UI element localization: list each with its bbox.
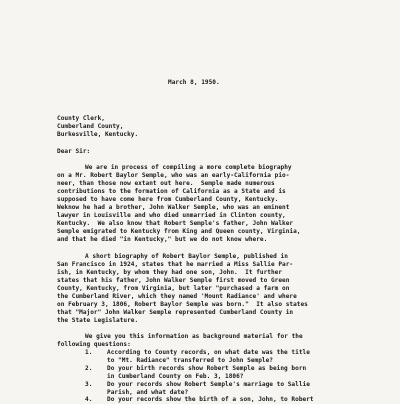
question-number: 3.: [85, 381, 93, 388]
paragraph-2-line: the Cumberland River, which they named 'Mount Radiance' and where: [57, 293, 297, 300]
question-number: 2.: [85, 365, 93, 372]
question-number: 4.: [85, 396, 93, 403]
question-text: According to County records, on what date was the title: [107, 349, 310, 356]
paragraph-1-line: neer, than those now extant out here. Semple made numerous: [57, 180, 275, 187]
address-line-1: County Clerk,: [57, 115, 105, 122]
paragraph-3-line: following questions:: [57, 341, 131, 348]
paragraph-1-line: Semple emigrated to Kentucky from King and Queen county, Virginia,: [57, 228, 301, 235]
paragraph-1-line: contributions to the formation of California as a State and is: [57, 188, 286, 195]
paragraph-2-line: San Francisco in 1924, states that he married a Miss Sallie Par-: [57, 261, 294, 268]
paragraph-2-line: that "Major" John Walker Semple represented Cumberland County in: [57, 309, 294, 316]
paragraph-2-line: County, Kentucky, from Virginia, but later "purchased a farm on: [57, 285, 290, 292]
paragraph-1-line: and that he died "in Kentucky," but we do not know where.: [57, 236, 268, 243]
paragraph-1-line: We are in process of compiling a more complete biography: [85, 164, 292, 171]
question-text: Do your records show the birth of a son, John, to Robert: [107, 396, 314, 403]
question-text: Do your records show Robert Semple's marriage to Sallie: [107, 381, 310, 388]
paragraph-1-line: on a Mr. Robert Baylor Semple, who was an early-California pio-: [57, 172, 290, 179]
address-line-2: Cumberland County,: [57, 123, 124, 130]
paragraph-2-line: on February 3, 1806, Robert Baylor Semple was born." It also states: [57, 301, 308, 308]
letter-date: March 8, 1950.: [168, 79, 220, 86]
question-number: 1.: [85, 349, 93, 356]
paragraph-2-line: ish, in Kentucky, by whom they had one son, John. It further: [57, 269, 283, 276]
question-text: Do your birth records show Robert Semple as being born: [107, 365, 307, 372]
paragraph-1-line: Weknow he had a brother, John Walker Semple, who was an eminent: [57, 204, 290, 211]
paragraph-1-line: Kentucky. We also know that Robert Semple's father, John Walker: [57, 220, 294, 227]
paragraph-2-line: states that his father, John Walker Semple first moved to Green: [57, 277, 290, 284]
paragraph-1-line: supposed to have come here from Cumberland County, Kentucky.: [57, 196, 279, 203]
salutation: Dear Sir:: [57, 148, 91, 155]
paragraph-3-line: We give you this information as background material for the: [85, 333, 303, 340]
paragraph-2-line: A short biography of Robert Baylor Semple, published in: [85, 253, 288, 260]
question-text: to "Mt. Radiance" transferred to John Semple?: [107, 357, 273, 364]
paragraph-2-line: the State Legislature.: [57, 317, 139, 324]
paragraph-1-line: lawyer in Louisville and who died unmarried in Clinton county,: [57, 212, 286, 219]
question-text: in Cumberland County on Feb. 3, 1806?: [107, 373, 244, 380]
question-text: Parish, and what date?: [107, 389, 189, 396]
address-line-3: Burkesville, Kentucky.: [57, 131, 139, 138]
